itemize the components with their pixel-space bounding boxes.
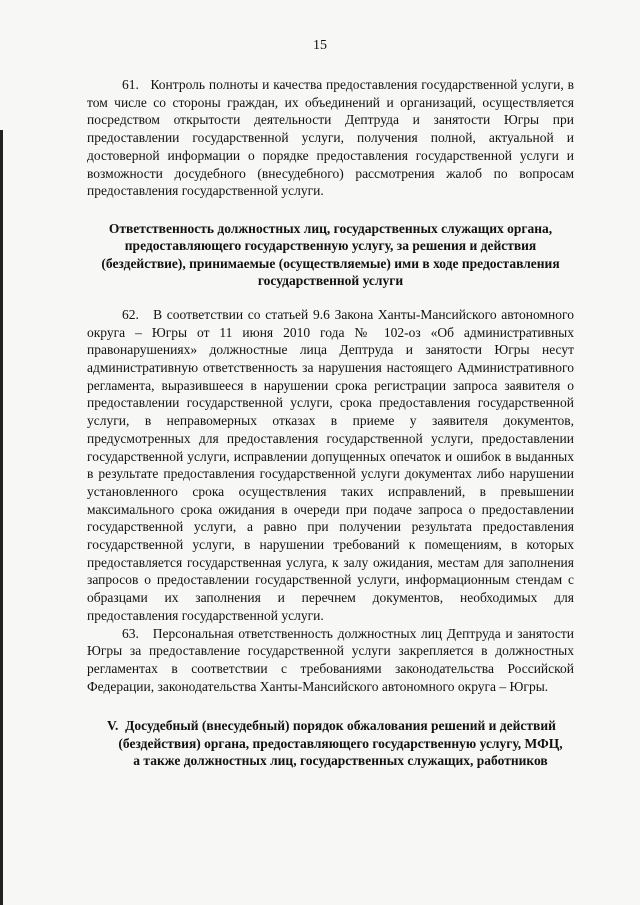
- section-v-heading: [87, 717, 574, 770]
- paragraph-61: 61. Контроль полноты и качества предоставления государственной услуги, в том числе со стороны граждан, их объединений и организаций, осуществляется посредством открытости деятельности Дептруда и занятости Югры при предоставлении государственной услуги, получения полной, актуальной и достоверной информации о порядке предоставления государственной услуги и возможности досудебного (внесудебного) рассмотрения жалоб по вопросам предоставления государственной услуги.: [87, 77, 574, 199]
- paragraph-63: 63. Персональная ответственность должностных лиц Дептруда и занятости Югры за предоставление государственной услуги закрепляется в должностных регламентах в соответствии с требованиями законодательства Российской Федерации, законодательства Ханты-Мансийского автономного округа – Югры.: [87, 625, 574, 694]
- responsibility-heading-text: Ответственность должностных лиц, государственных служащих органа, предоставляющего государственную услугу, за решения и действия (бездействие), принимаемые (осуществляемые) ими в ходе предоставления государственной услуги: [101, 220, 560, 289]
- page-number: 15: [313, 38, 327, 53]
- scan-edge-shadow: [0, 130, 3, 905]
- section-v-number: V.: [107, 718, 119, 734]
- document-body: [87, 76, 574, 770]
- paragraph-62: 62. В соответствии со статьей 9.6 Закона Ханты-Мансийского автономного округа – Югры от 11 июня 2010 года № 102-оз «Об административных правонарушениях» должностные лица Дептруда и занятости Югры несут административную ответственность за нарушения настоящего Административного регламента, выразившееся в нарушении срока регистрации запроса заявителя о предоставлении государственной услуги, срока предоставления государственной услуги, в неправомерных отказах в приеме у заявителя документов, предусмотренных для предоставления государственной услуги, предоставлении государственной услуги, исправлении допущенных опечаток и ошибок в выданных в результате предоставления государственной услуги документах либо нарушении установленного срока осуществления таких исправлений, в превышении максимального срока ожидания в очереди при подаче запроса о предоставлении государственной услуги, а равно при получении результата предоставления государственной услуги, в нарушении требований к помещениям, в которых предоставляется государственная услуга, к залу ожидания, местам для заполнения запросов о предоставлении государственной услуги, информационным стендам с образцами их заполнения и перечнем документов, необходимых для предоставления государственной услуги.: [87, 306, 574, 623]
- section-v-title: Досудебный (внесудебный) порядок обжалования решений и действий (бездействия) органа, предоставляющего государственную услугу, МФЦ, а также должностных лиц, государственных служащих, работников: [118, 718, 563, 769]
- responsibility-heading: [87, 220, 574, 290]
